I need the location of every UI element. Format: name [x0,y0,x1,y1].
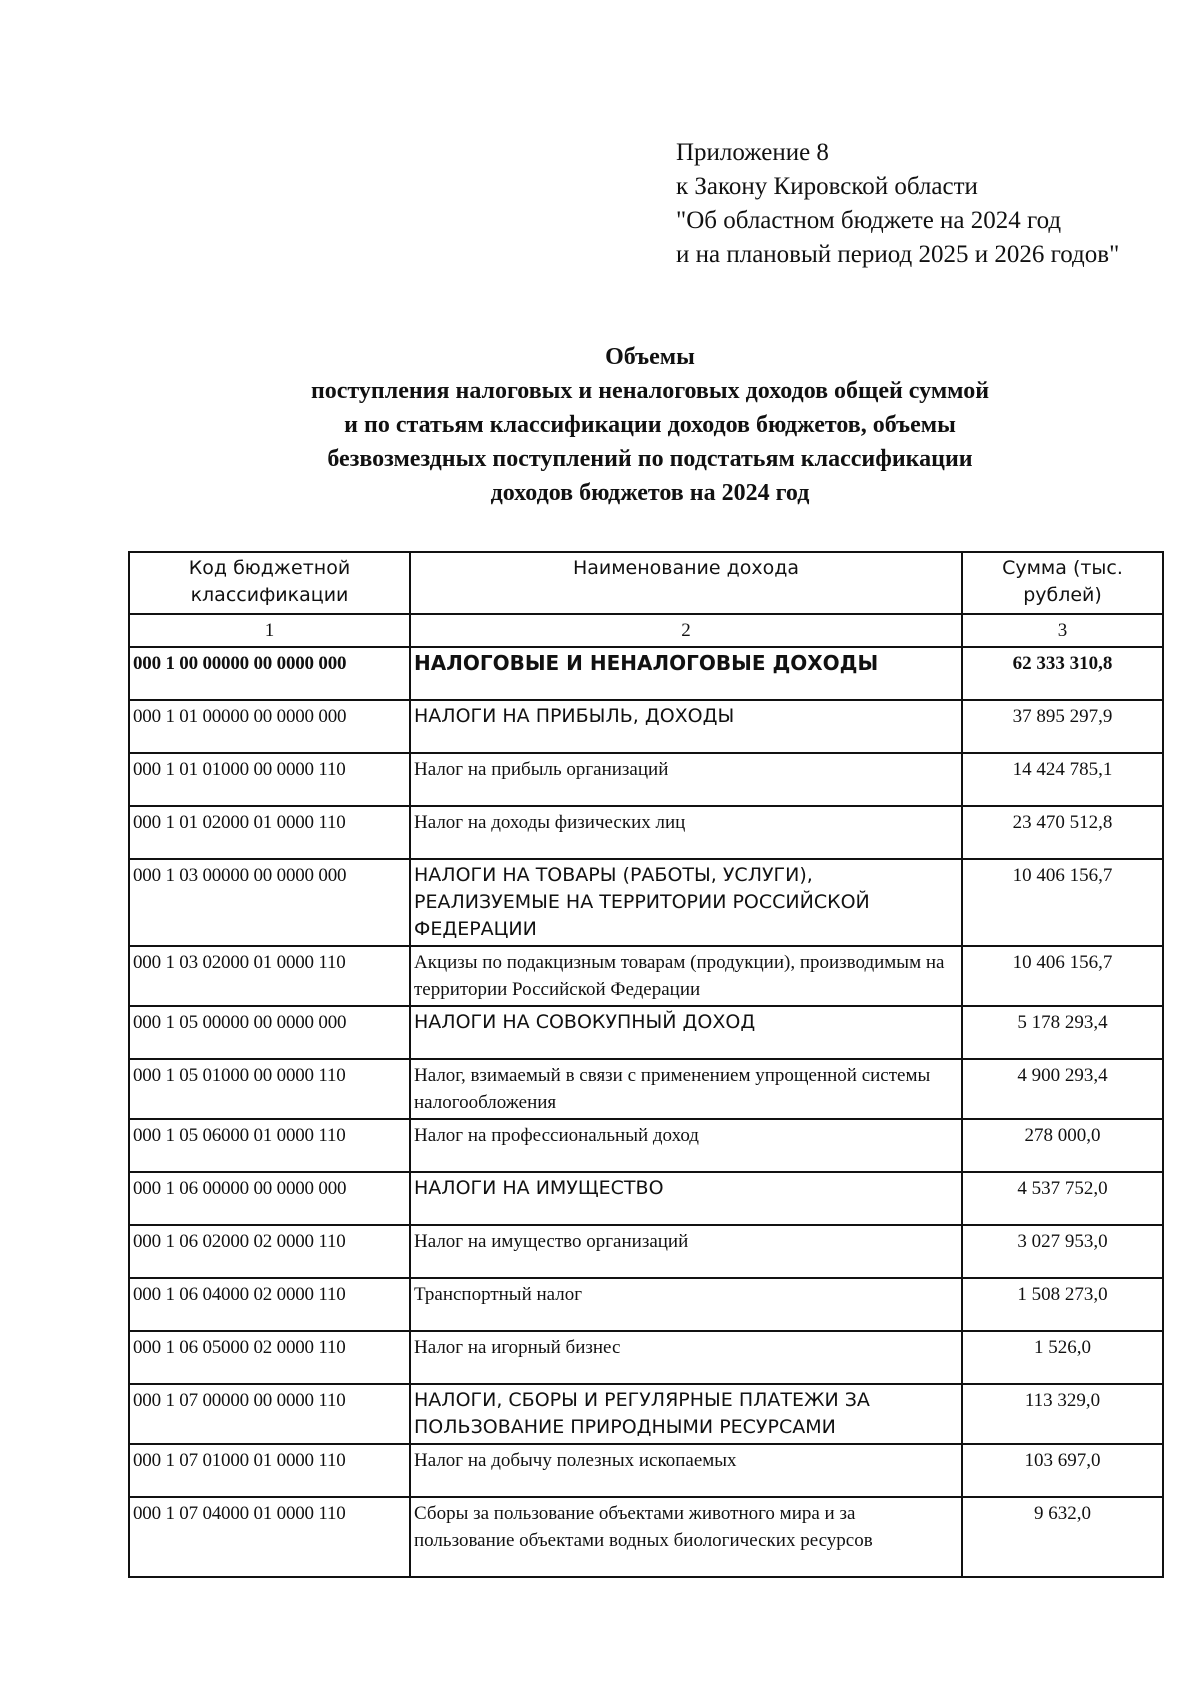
code-cell: 000 1 01 02000 01 0000 110 [129,806,410,859]
code-cell: 000 1 03 00000 00 0000 000 [129,859,410,946]
code-cell: 000 1 01 00000 00 0000 000 [129,700,410,753]
amount-cell: 10 406 156,7 [962,859,1163,946]
title-line: доходов бюджетов на 2024 год [490,480,810,506]
table-header-row [129,552,1163,614]
name-cell: Налог на профессиональный доход [410,1119,962,1172]
header-name: Наименование дохода [410,552,962,614]
appendix-line: к Закону Кировской области [676,173,978,200]
title-line: Объемы [605,344,695,370]
header-amount: Сумма (тыс. рублей) [962,552,1163,614]
table-row [129,647,1163,700]
column-number: 2 [410,614,962,647]
revenue-table [128,551,1164,1578]
amount-cell: 23 470 512,8 [962,806,1163,859]
table-row [129,859,1163,946]
name-cell: Налог на доходы физических лиц [410,806,962,859]
code-cell: 000 1 05 00000 00 0000 000 [129,1006,410,1059]
table-row [129,946,1163,1006]
column-number-row [129,614,1163,647]
name-cell: Транспортный налог [410,1278,962,1331]
table-row [129,1006,1163,1059]
table-row [129,753,1163,806]
appendix-line: "Об областном бюджете на 2024 год [676,207,1062,234]
name-cell: Налог, взимаемый в связи с применением упрощенной системы налогообложения [410,1059,962,1119]
amount-cell: 4 537 752,0 [962,1172,1163,1225]
document-title [200,340,1100,510]
amount-cell: 3 027 953,0 [962,1225,1163,1278]
amount-cell: 1 508 273,0 [962,1278,1163,1331]
name-cell: Акцизы по подакцизным товарам (продукции), производимым на территории Российской Федерации [410,946,962,1006]
name-cell: Сборы за пользование объектами животного мира и за пользование объектами водных биологических ресурсов [410,1497,962,1577]
column-number: 1 [129,614,410,647]
code-cell: 000 1 07 01000 01 0000 110 [129,1444,410,1497]
name-cell: НАЛОГИ НА СОВОКУПНЫЙ ДОХОД [410,1006,962,1059]
table-row [129,806,1163,859]
name-cell: Налог на добычу полезных ископаемых [410,1444,962,1497]
appendix-line: и на плановый период 2025 и 2026 годов" [676,241,1120,268]
table-row [129,1331,1163,1384]
table-row [129,1059,1163,1119]
name-cell: Налог на прибыль организаций [410,753,962,806]
table-row [129,700,1163,753]
table-row [129,1225,1163,1278]
amount-cell: 103 697,0 [962,1444,1163,1497]
table-row [129,1497,1163,1577]
name-cell: НАЛОГИ НА ПРИБЫЛЬ, ДОХОДЫ [410,700,962,753]
code-cell: 000 1 06 05000 02 0000 110 [129,1331,410,1384]
code-cell: 000 1 07 00000 00 0000 110 [129,1384,410,1444]
code-cell: 000 1 00 00000 00 0000 000 [129,647,410,700]
amount-cell: 10 406 156,7 [962,946,1163,1006]
name-cell: НАЛОГИ НА ТОВАРЫ (РАБОТЫ, УСЛУГИ), РЕАЛИЗУЕМЫЕ НА ТЕРРИТОРИИ РОССИЙСКОЙ ФЕДЕРАЦИИ [410,859,962,946]
table-row [129,1444,1163,1497]
table-row [129,1172,1163,1225]
amount-cell: 14 424 785,1 [962,753,1163,806]
amount-cell: 62 333 310,8 [962,647,1163,700]
amount-cell: 4 900 293,4 [962,1059,1163,1119]
amount-cell: 9 632,0 [962,1497,1163,1577]
title-line: поступления налоговых и неналоговых доходов общей суммой [310,378,990,404]
code-cell: 000 1 05 06000 01 0000 110 [129,1119,410,1172]
amount-cell: 113 329,0 [962,1384,1163,1444]
appendix-line: Приложение 8 [676,139,829,166]
code-cell: 000 1 07 04000 01 0000 110 [129,1497,410,1577]
name-cell: НАЛОГОВЫЕ И НЕНАЛОГОВЫЕ ДОХОДЫ [410,647,962,700]
code-cell: 000 1 01 01000 00 0000 110 [129,753,410,806]
column-number: 3 [962,614,1163,647]
table-row [129,1119,1163,1172]
table-row [129,1384,1163,1444]
title-line: безвозмездных поступлений по подстатьям классификации [327,446,973,472]
amount-cell: 278 000,0 [962,1119,1163,1172]
code-cell: 000 1 05 01000 00 0000 110 [129,1059,410,1119]
name-cell: Налог на имущество организаций [410,1225,962,1278]
title-line: и по статьям классификации доходов бюджетов, объемы [344,412,956,438]
amount-cell: 5 178 293,4 [962,1006,1163,1059]
name-cell: НАЛОГИ, СБОРЫ И РЕГУЛЯРНЫЕ ПЛАТЕЖИ ЗА ПОЛЬЗОВАНИЕ ПРИРОДНЫМИ РЕСУРСАМИ [410,1384,962,1444]
code-cell: 000 1 06 04000 02 0000 110 [129,1278,410,1331]
name-cell: Налог на игорный бизнес [410,1331,962,1384]
code-cell: 000 1 03 02000 01 0000 110 [129,946,410,1006]
name-cell: НАЛОГИ НА ИМУЩЕСТВО [410,1172,962,1225]
amount-cell: 37 895 297,9 [962,700,1163,753]
header-code: Код бюджетной классификации [129,552,410,614]
table-row [129,1278,1163,1331]
amount-cell: 1 526,0 [962,1331,1163,1384]
code-cell: 000 1 06 02000 02 0000 110 [129,1225,410,1278]
appendix-header [676,136,1119,272]
code-cell: 000 1 06 00000 00 0000 000 [129,1172,410,1225]
